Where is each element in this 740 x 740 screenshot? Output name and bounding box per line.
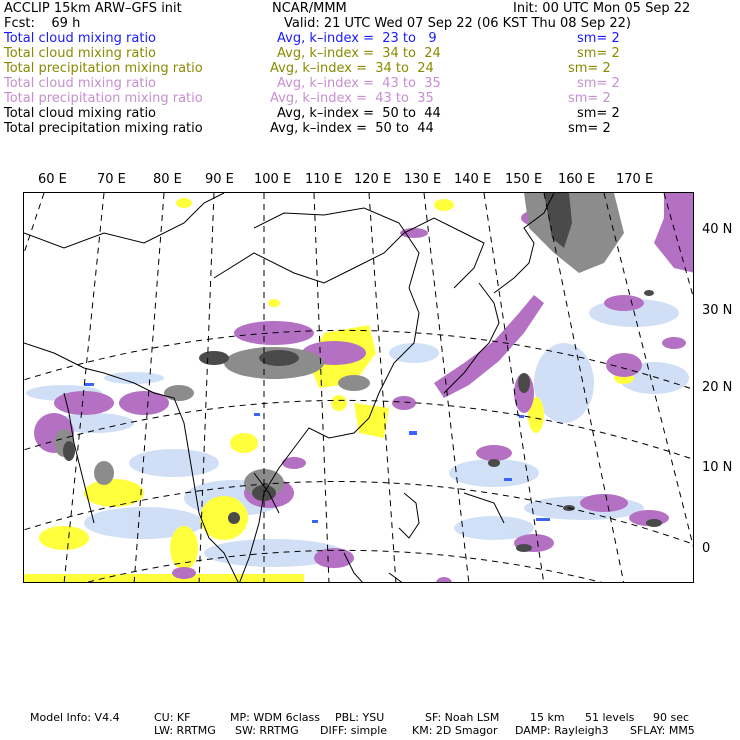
plot-title: ACCLIP 15km ARW–GFS init	[4, 1, 182, 16]
lon-label-80e: 80 E	[153, 172, 182, 187]
lon-label-100e: 100 E	[254, 172, 292, 187]
lat-label-0: 0	[702, 541, 711, 556]
forecast-map	[23, 192, 694, 583]
field-6-sm: sm= 2	[577, 106, 620, 121]
lat-label-20n: 20 N	[702, 380, 733, 395]
map-canvas	[24, 193, 694, 583]
field-3-name: Total precipitation mixing ratio	[4, 61, 203, 76]
lat-label-10n: 10 N	[702, 460, 733, 475]
field-2-name: Total cloud mixing ratio	[4, 46, 157, 61]
footer-sflay: SFLAY: MM5	[630, 724, 695, 737]
field-3-avg: Avg, k–index = 34 to 24	[270, 61, 434, 76]
lon-label-120e: 120 E	[354, 172, 392, 187]
field-6-avg: Avg, k–index = 50 to 44	[277, 106, 441, 121]
lon-label-150e: 150 E	[505, 172, 543, 187]
field-1-sm: sm= 2	[577, 31, 620, 46]
footer-km: KM: 2D Smagor	[412, 724, 498, 737]
footer-diff: DIFF: simple	[320, 724, 388, 737]
field-7-sm: sm= 2	[568, 121, 611, 136]
field-5-sm: sm= 2	[568, 91, 611, 106]
footer-lw: LW: RRTMG	[154, 724, 216, 737]
lon-label-110e: 110 E	[305, 172, 343, 187]
field-2-sm: sm= 2	[577, 46, 620, 61]
lon-label-170e: 170 E	[616, 172, 654, 187]
field-6-name: Total cloud mixing ratio	[4, 106, 157, 121]
valid-time: Valid: 21 UTC Wed 07 Sep 22 (06 KST Thu 08 Sep 22)	[284, 16, 631, 31]
field-4-name: Total cloud mixing ratio	[4, 76, 157, 91]
field-3-sm: sm= 2	[568, 61, 611, 76]
field-7-avg: Avg, k–index = 50 to 44	[270, 121, 434, 136]
field-4-avg: Avg, k–index = 43 to 35	[277, 76, 441, 91]
plot-center: NCAR/MMM	[272, 1, 347, 16]
footer-sf: SF: Noah LSM	[425, 711, 500, 724]
footer-cu: CU: KF	[154, 711, 191, 724]
footer-pbl: PBL: YSU	[335, 711, 385, 724]
lon-label-70e: 70 E	[97, 172, 126, 187]
field-7-name: Total precipitation mixing ratio	[4, 121, 203, 136]
lon-label-130e: 130 E	[404, 172, 442, 187]
footer-model-info: Model Info: V4.4	[30, 711, 120, 724]
footer-levels: 51 levels	[585, 711, 635, 724]
footer-timestep: 90 sec	[653, 711, 690, 724]
footer-resolution: 15 km	[530, 711, 565, 724]
lon-label-160e: 160 E	[558, 172, 596, 187]
field-1-name: Total cloud mixing ratio	[4, 31, 157, 46]
field-4-sm: sm= 2	[577, 76, 620, 91]
forecast-hour: Fcst: 69 h	[4, 16, 81, 31]
footer-sw: SW: RRTMG	[235, 724, 299, 737]
lon-label-60e: 60 E	[38, 172, 67, 187]
lon-label-90e: 90 E	[205, 172, 234, 187]
field-2-avg: Avg, k–index = 34 to 24	[277, 46, 441, 61]
lon-label-140e: 140 E	[454, 172, 492, 187]
field-1-avg: Avg, k–index = 23 to 9	[277, 31, 437, 46]
field-5-name: Total precipitation mixing ratio	[4, 91, 203, 106]
lat-label-40n: 40 N	[702, 222, 733, 237]
footer-damp: DAMP: Rayleigh3	[515, 724, 609, 737]
init-time: Init: 00 UTC Mon 05 Sep 22	[513, 1, 691, 16]
field-5-avg: Avg, k–index = 43 to 35	[270, 91, 434, 106]
lat-label-30n: 30 N	[702, 303, 733, 318]
footer-mp: MP: WDM 6class	[230, 711, 320, 724]
